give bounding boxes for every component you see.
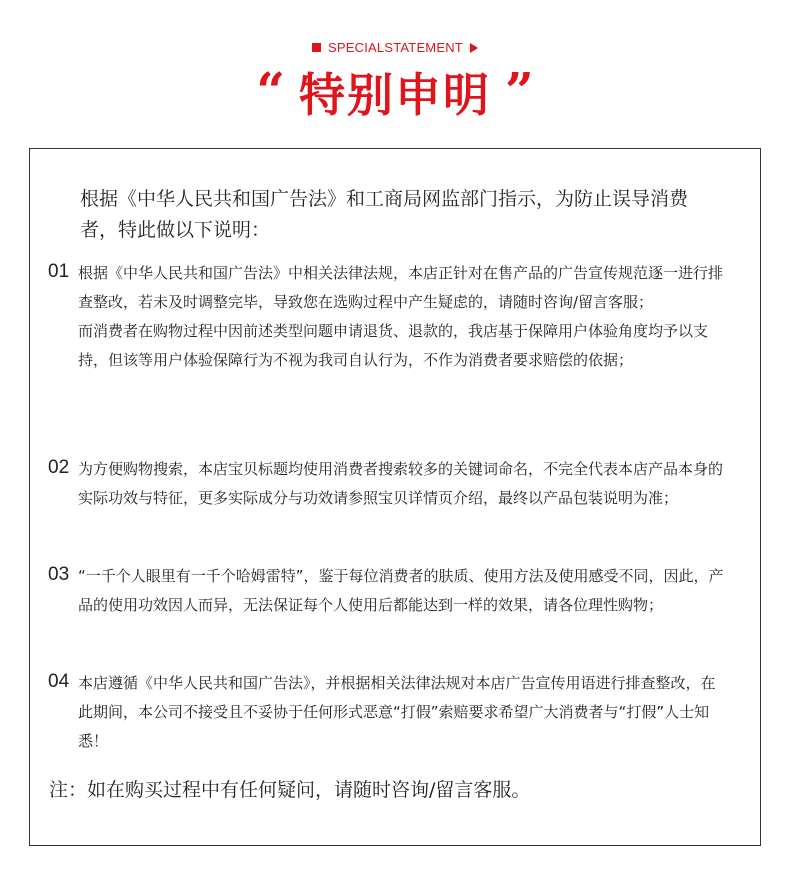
- item-body: [78, 259, 728, 375]
- special-statement-tag: [0, 40, 790, 55]
- item-body: [78, 562, 728, 620]
- item-number: 04: [48, 671, 70, 692]
- item-paragraph: 为方便购物搜索，本店宝贝标题均使用消费者搜索较多的关键词命名，不完全代表本店产品本身的实际功效与特征，更多实际成分与功效请参照宝贝详情页介绍，最终以产品包装说明为准；: [78, 460, 724, 507]
- special-statement-label: SPECIALSTATEMENT: [328, 40, 463, 55]
- statement-item-02: [48, 455, 728, 513]
- item-paragraph: 本店遵循《中华人民共和国广告法》，并根据相关法律法规对本店广告宣传用语进行排查整改，在此期间，本公司不接受且不妥协于任何形式恶意“打假”索赔要求希望广大消费者与“打假”人士知悉！: [78, 674, 716, 750]
- item-number: 02: [48, 457, 70, 478]
- item-body: [78, 455, 728, 513]
- statement-item-01: [48, 259, 728, 375]
- open-quote-mark: “: [256, 61, 285, 120]
- statement-item-04: [48, 669, 728, 756]
- item-paragraph: 而消费者在购物过程中因前述类型问题申请退货、退款的，我店基于保障用户体验角度均予以支持，但该等用户体验保障行为不视为我司自认行为，不作为消费者要求赔偿的依据；: [78, 322, 709, 369]
- item-number: 01: [48, 261, 70, 282]
- title-text: 特别申明: [299, 68, 491, 122]
- close-quote-mark: ”: [505, 61, 534, 120]
- statement-item-03: [48, 562, 728, 620]
- item-paragraph: “一千个人眼里有一千个哈姆雷特”，鉴于每位消费者的肤质、使用方法及使用感受不同，因此，产品的使用功效因人而异，无法保证每个人使用后都能达到一样的效果，请各位理性购物；: [78, 567, 724, 614]
- page-title: [0, 60, 790, 130]
- item-body: [78, 669, 728, 756]
- footer-note: 注：如在购买过程中有任何疑问，请随时咨询/留言客服。: [49, 779, 531, 801]
- triangle-right-icon: [470, 43, 478, 53]
- intro-text: 根据《中华人民共和国广告法》和工商局网监部门指示，为防止误导消费者，特此做以下说明：: [80, 188, 689, 241]
- item-paragraph: 根据《中华人民共和国广告法》中相关法律法规，本店正针对在售产品的广告宣传规范逐一进行排查整改，若未及时调整完毕，导致您在选购过程中产生疑虑的，请随时咨询/留言客服；: [78, 264, 724, 311]
- square-icon: [312, 43, 321, 52]
- item-number: 03: [48, 564, 70, 585]
